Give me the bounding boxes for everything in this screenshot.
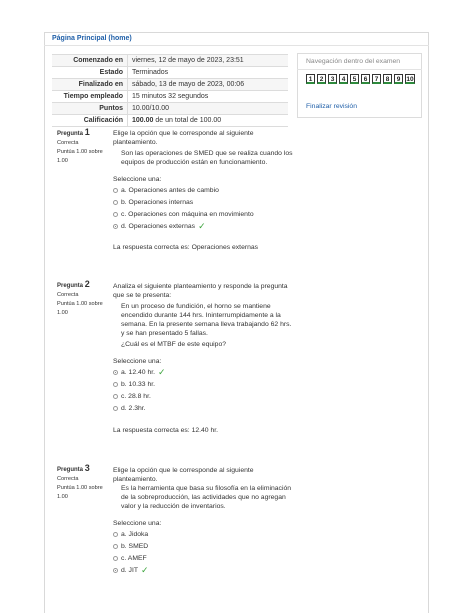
summary-value: 15 minutos 32 segundos [132,93,209,100]
radio-button[interactable] [113,382,118,387]
question-status: Correcta [57,292,79,298]
checkmark-icon: ✓ [158,366,166,377]
radio-button-checked[interactable] [113,568,118,573]
question-content [113,282,293,435]
question-prompt: Analiza el siguiente planteamiento y responde la pregunta que se te presenta: [113,283,288,299]
answer-option[interactable]: c. AMEF [113,552,293,564]
answer-option[interactable]: a. Operaciones antes de cambio [113,184,293,196]
summary-value: 10.00/10.00 [132,105,169,112]
nav-question-button[interactable]: 5 [350,74,359,84]
checkmark-icon: ✓ [141,564,149,575]
question-prompt: Elige la opción que le corresponde al siguiente planteamiento. [113,130,254,146]
answer-option[interactable]: c. 28.8 hr. [113,390,293,402]
question-score-max: 1.00 [57,310,68,316]
question-content [113,129,293,252]
summary-key: Comenzado en [52,55,128,66]
select-label: Seleccione una: [113,520,162,527]
nav-question-button[interactable]: 1 [306,74,315,84]
summary-key: Finalizado en [52,79,128,90]
question-score: Puntúa 1.00 sobre [57,485,103,491]
question-number: Pregunta 2 [57,279,90,289]
header-divider [44,45,429,46]
quiz-navigation-divider [297,69,422,70]
answer-option-selected[interactable]: a. 12.40 hr. ✓ [113,366,293,378]
summary-row-grade [52,115,288,127]
nav-question-button[interactable]: 9 [394,74,403,84]
summary-value [128,115,221,126]
select-label: Seleccione una: [113,358,162,365]
radio-button[interactable] [113,212,118,217]
nav-question-button[interactable]: 3 [328,74,337,84]
nav-question-button[interactable]: 7 [372,74,381,84]
summary-value: Terminados [132,69,169,76]
answer-option-selected[interactable]: d. JIT ✓ [113,564,293,576]
summary-value: viernes, 12 de mayo de 2023, 23:51 [132,57,244,64]
summary-value: sábado, 13 de mayo de 2023, 00:06 [132,81,245,88]
question-info [57,464,103,502]
nav-question-button[interactable]: 10 [406,76,414,83]
radio-button[interactable] [113,544,118,549]
question-info [57,280,103,318]
radio-button[interactable] [113,406,118,411]
nav-question-button[interactable]: 2 [317,74,326,84]
question-number: Pregunta 3 [57,463,90,473]
answer-option[interactable]: b. 10.33 hr. [113,378,293,390]
nav-question-button[interactable]: 8 [383,74,392,84]
summary-row-state [52,67,288,79]
summary-row-time [52,91,288,103]
correct-answer-text: La respuesta correcta es: Operaciones externas [113,244,259,251]
quiz-navigation-buttons [306,74,420,84]
question-statement: Son las operaciones de SMED que se realiza cuando los equipos de producción están en funcionamiento. [121,150,293,166]
radio-button[interactable] [113,556,118,561]
question-content [113,466,293,576]
question-prompt: Elige la opción que le corresponde al siguiente planteamiento. [113,467,254,483]
summary-row-started [52,55,288,67]
nav-question-button[interactable]: 4 [339,74,348,84]
answer-option[interactable]: c. Operaciones con máquina en movimiento [113,208,293,220]
correct-answer-text: La respuesta correcta es: 12.40 hr. [113,427,219,434]
summary-key: Tiempo empleado [52,91,128,102]
question-text: ¿Cuál es el MTBF de este equipo? [121,341,227,348]
checkmark-icon: ✓ [198,220,206,231]
question-score-max: 1.00 [57,158,68,164]
home-link[interactable]: Página Principal (home) [52,35,132,42]
question-statement: Es la herramienta que basa su filosofía en la eliminación de la sobreproducción, las actividades que no agregan valor y la reducción de inventarios. [121,485,292,510]
radio-button-checked[interactable] [113,224,118,229]
summary-row-finished [52,79,288,91]
summary-table [52,54,288,127]
summary-row-points [52,103,288,115]
question-score: Puntúa 1.00 sobre [57,301,103,307]
summary-key: Puntos [52,103,128,114]
question-status: Correcta [57,140,79,146]
answer-option-selected[interactable]: d. Operaciones externas ✓ [113,220,293,232]
radio-button[interactable] [113,532,118,537]
question-score: Puntúa 1.00 sobre [57,149,103,155]
radio-button[interactable] [113,188,118,193]
question-score-max: 1.00 [57,494,68,500]
summary-key: Estado [52,67,128,78]
answer-option[interactable]: a. Jidoka [113,528,293,540]
radio-button[interactable] [113,200,118,205]
summary-key: Calificación [52,115,128,126]
quiz-navigation-title: Navegación dentro del examen [306,58,401,65]
grade-value: 100.00 [132,117,154,124]
radio-button-checked[interactable] [113,370,118,375]
answer-option[interactable]: d. 2.3hr. [113,402,293,414]
question-number: Pregunta 1 [57,127,90,137]
question-status: Correcta [57,476,79,482]
grade-total: de un total de 100.00 [153,117,222,124]
finish-review-link[interactable]: Finalizar revisión [306,103,357,110]
answer-option[interactable]: b. Operaciones internas [113,196,293,208]
answer-option[interactable]: b. SMED [113,540,293,552]
question-statement: En un proceso de fundición, el horno se mantiene encendido durante 144 hrs. Ininterrumpidamente a la semana. En la presente semana lleva trabajando 62 hrs. y se han presentado 5 fallas. [121,303,292,337]
radio-button[interactable] [113,394,118,399]
select-label: Seleccione una: [113,176,162,183]
nav-question-button[interactable]: 6 [361,74,370,84]
question-info [57,128,103,166]
